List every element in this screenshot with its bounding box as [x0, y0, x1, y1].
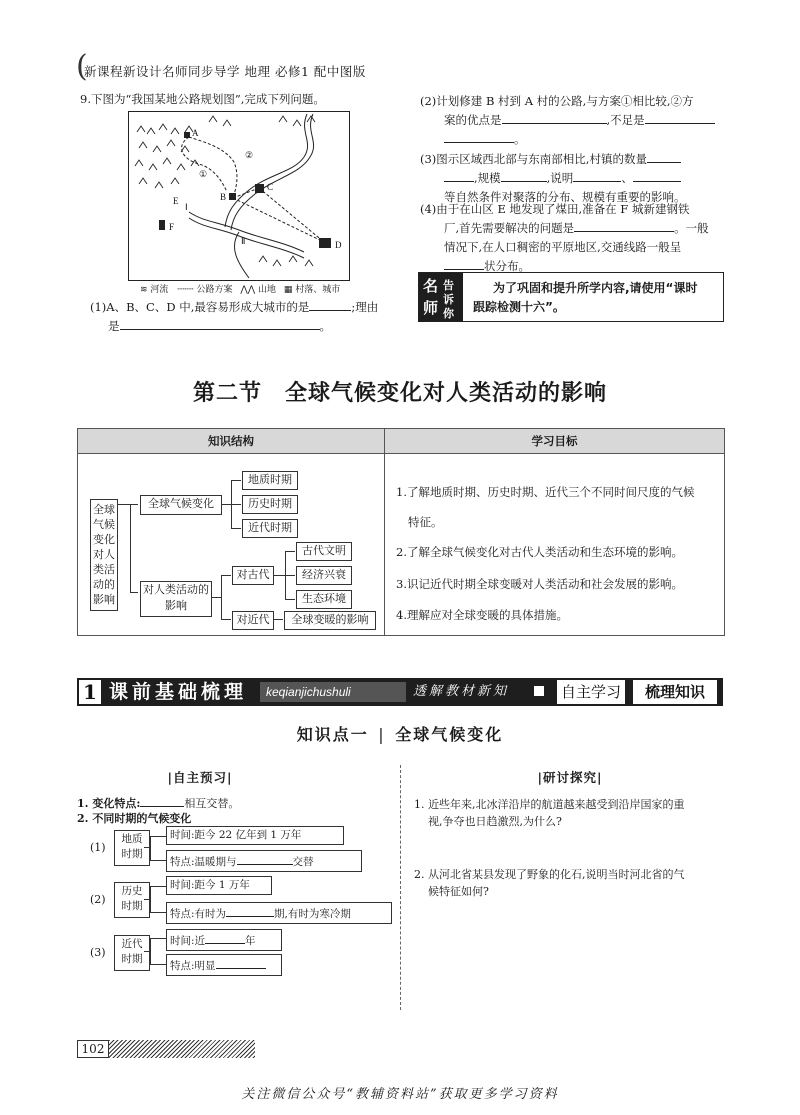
q9-sub2: [420, 92, 740, 149]
goal-2: 2.了解全球气候变化对古代人类活动和生态环境的影响。: [396, 545, 683, 559]
group2-num: (2): [90, 893, 106, 906]
goal-3: 3.识记近代时期全球变暖对人类活动和社会发展的影响。: [396, 577, 683, 591]
badge-char-5: 你: [443, 307, 454, 320]
header-title: 新课程新设计名师同步导学 地理 必修1 配中图版: [84, 64, 366, 79]
teacher-tip-line1: 为了巩固和提升所学内容,请使用“课时: [493, 281, 698, 295]
q9-sub4-text-c: 。一般: [674, 221, 709, 235]
bracket-line: [150, 860, 166, 861]
banner-slogan: 透解教材新知: [413, 684, 510, 699]
tree-economy: 经济兴衰: [296, 566, 352, 585]
tree-branch2: 对人类活动的影响: [140, 581, 212, 617]
label-roman2: Ⅱ: [241, 236, 246, 246]
group1-feature-a: 特点:温暖期与: [170, 856, 237, 868]
legend-mountain: 山地: [257, 285, 276, 295]
explore-q1-line2: 视,争夺也日趋激烈,为什么?: [428, 815, 562, 828]
group2-feature-a: 特点:有时为: [170, 908, 227, 920]
tree-modern: 对近代: [232, 611, 274, 630]
tree-line: [118, 504, 130, 505]
kp-title-right: 全球气候变化: [395, 725, 504, 744]
map-svg: [129, 112, 349, 280]
knowledge-table: [77, 428, 725, 636]
group3-time: [166, 929, 282, 951]
goal-1: 1.了解地质时期、历史时期、近代三个不同时间尺度的气候: [396, 485, 695, 499]
tree-line: [130, 504, 138, 505]
explore-q1-line1: 1. 近些年来,北冰洋沿岸的航道越来越受到沿岸国家的重: [414, 798, 685, 811]
q9-sub3-blank2[interactable]: [501, 169, 547, 182]
tree-line: [221, 504, 231, 505]
section-title: 第二节 全球气候变化对人类活动的影响: [192, 380, 607, 406]
road-legend-icon: ┄┄┄: [177, 285, 194, 295]
tree-line: [231, 528, 241, 529]
tree-line: [130, 592, 138, 593]
table-header-goals: 学习目标: [385, 429, 724, 454]
kp-title-left: 知识点一: [296, 725, 369, 744]
q9-sub3-text-b: ,规模: [474, 171, 501, 185]
explore-q2-line1: 2. 从河北省某县发现了野象的化石,说明当时河北省的气: [414, 868, 685, 881]
tree-line: [273, 575, 285, 576]
bracket-line: [144, 951, 150, 952]
q9-sub4-blank2-line: [444, 257, 484, 270]
preview-heading: |自主预习|: [167, 770, 233, 785]
q9-sub2-text-b: 案的优点是: [444, 113, 502, 127]
tree-civilization: 古代文明: [296, 542, 352, 561]
group3-time-b: 年: [245, 935, 256, 947]
teacher-tip-text: [473, 279, 697, 317]
map-legend: [140, 282, 360, 295]
kp-title-divider: |: [378, 725, 386, 744]
page-number: 102: [77, 1040, 109, 1058]
tree-line: [285, 551, 295, 552]
group3-feature-blank[interactable]: [216, 956, 266, 969]
legend-town: 村落、城市: [295, 285, 341, 295]
q9-sub1-end: 。: [319, 319, 331, 333]
q9-sub3-blank4[interactable]: [633, 169, 681, 182]
q9-sub1-text-b: ;理由: [351, 300, 379, 314]
badge-char-4: 诉: [443, 293, 454, 306]
bracket-line: [150, 912, 166, 913]
q9-sub3-blank1[interactable]: [647, 150, 681, 163]
tree-line: [211, 597, 221, 598]
bracket-line: [144, 899, 150, 900]
badge-char-2: 告: [443, 279, 454, 292]
preview-item1-text: 相互交替。: [184, 797, 240, 810]
river-legend-icon: ≋: [140, 285, 148, 295]
river-lines: [189, 114, 314, 278]
q9-sub4-text-d: 情况下,在人口稠密的平原地区,交通线路一般呈: [444, 240, 682, 254]
tree-line: [285, 599, 295, 600]
banner-title: 课前基础梳理: [109, 681, 248, 703]
group1-feature: [166, 850, 362, 872]
tree-line: [221, 619, 231, 620]
knowledge-point-title: [0, 722, 800, 745]
group1-time: 时间:距今 22 亿年到 1 万年: [166, 826, 344, 845]
highway-plan-map: [128, 111, 350, 281]
tree-ancient: 对古代: [232, 566, 274, 585]
group3-time-a: 时间:近: [170, 935, 206, 947]
header-brace: (: [76, 49, 88, 84]
preview-item1-blank[interactable]: [140, 794, 184, 807]
q9-sub3: [420, 150, 740, 207]
bracket-line: [150, 836, 166, 837]
teacher-tip-box: [418, 272, 724, 322]
q9-sub1-text-c: 是: [108, 319, 120, 333]
q9-stem: 9.下图为“我国某地公路规划图”,完成下列问题。: [80, 92, 325, 106]
q9-sub2-blank2[interactable]: [645, 111, 715, 124]
teacher-tip-badge: [419, 273, 463, 321]
q9-sub1-blank2[interactable]: [120, 317, 320, 330]
banner-tag-self-study: 自主学习: [557, 680, 625, 704]
tree-root: [90, 499, 118, 611]
q9-sub3-blank-pre[interactable]: [444, 169, 474, 182]
tree-historic: 历史时期: [242, 495, 298, 514]
banner-tag-organize: 梳理知识: [633, 680, 717, 704]
teacher-tip-line2: 跟踪检测十六”。: [473, 300, 565, 314]
legend-river: 河流: [150, 285, 169, 295]
tree-line: [231, 504, 241, 505]
group2-feature-blank[interactable]: [226, 904, 274, 917]
tree-root-label: 全球气候变化对人类活动的影响: [93, 503, 115, 606]
mountain-symbols: [135, 116, 315, 266]
group1-feature-b: 交替: [292, 856, 314, 868]
group1-num: (1): [90, 841, 106, 854]
label-E: E: [173, 196, 179, 206]
label-C: C: [267, 182, 274, 192]
q9-sub1: [90, 298, 390, 336]
q9-sub3-text-a: (3)图示区域西北部与东南部相比,村镇的数量: [420, 152, 647, 166]
bracket-line: [150, 938, 151, 964]
banner-pinyin: keqianjichushuli: [260, 682, 406, 702]
tree-branch1: 全球气候变化: [140, 495, 222, 515]
bracket-line: [150, 836, 151, 860]
footer-promo: 关注微信公众号“教辅资料站”获取更多学习资料: [241, 1087, 559, 1102]
bracket-line: [150, 886, 151, 912]
label-B: B: [220, 192, 227, 202]
q9-sub2-text-a: (2)计划修建 B 村到 A 村的公路,与方案①相比较,②方: [420, 94, 694, 108]
mountain-legend-icon: ⋀⋀: [240, 285, 256, 295]
label-plan2: ②: [245, 150, 254, 160]
banner-square-icon: [534, 686, 544, 696]
tree-line: [285, 575, 295, 576]
q9-sub3-text-c: ,说明: [546, 171, 574, 185]
explore-q1: [414, 796, 734, 830]
goal-4: 4.理解应对全球变暖的具体措施。: [396, 608, 568, 622]
group1-feature-blank[interactable]: [237, 852, 293, 865]
tree-geologic: 地质时期: [242, 471, 298, 490]
preview-item1-label: 1. 变化特点:: [77, 797, 141, 810]
group2-feature-b: 期,有时为寒冷期: [274, 908, 351, 920]
explore-heading: |研讨探究|: [537, 770, 603, 785]
banner-number: 1: [79, 680, 101, 704]
group3-period: 近代时期: [114, 935, 150, 971]
label-D: D: [335, 240, 342, 250]
q9-sub2-end: 。: [514, 132, 526, 146]
label-plan1: ①: [199, 169, 208, 179]
tree-warming: 全球变暖的影响: [284, 611, 376, 630]
bracket-line: [144, 847, 150, 848]
goal-1-cont: 特征。: [408, 515, 443, 529]
q9-sub4-text-a: (4)由于在山区 E 地发现了煤田,准备在 F 城新建钢铁: [420, 202, 690, 216]
group2-time: 时间:距今 1 万年: [166, 876, 272, 895]
table-header-structure: 知识结构: [78, 429, 385, 454]
group3-num: (3): [90, 946, 106, 959]
explore-q2-line2: 候特征如何?: [428, 885, 489, 898]
label-roman1: Ⅰ: [185, 202, 188, 212]
badge-char-3: 师: [423, 299, 439, 317]
q9-sub1-text-a: (1)A、B、C、D 中,最容易形成大城市的是: [90, 300, 310, 314]
q9-sub3-text-d: 、: [621, 171, 633, 185]
pre-class-banner: [77, 678, 723, 706]
town-legend-icon: ▦: [283, 285, 293, 295]
q9-sub3-text-e: 等自然条件对聚落的分布、规模有重要的影响。: [444, 190, 686, 204]
q9-sub2-blank1[interactable]: [502, 111, 607, 124]
legend-road: 公路方案: [196, 285, 233, 295]
tree-line: [231, 480, 241, 481]
group3-feature-a: 特点:明显: [170, 960, 216, 972]
tree-line: [130, 504, 131, 592]
explore-q2: [414, 866, 734, 900]
page-number-pattern: [109, 1040, 255, 1058]
q9-sub4-text-e: 状分布。: [484, 259, 530, 273]
q9-sub1-blank1[interactable]: [309, 298, 351, 311]
tree-ecology: 生态环境: [296, 590, 352, 609]
label-A: A: [192, 128, 199, 138]
column-divider: [400, 765, 401, 1010]
group1-period: 地质时期: [114, 830, 150, 866]
q9-sub4: [420, 200, 740, 276]
preview-item2-label: 2. 不同时期的气候变化: [77, 812, 192, 825]
tree-modern-period: 近代时期: [242, 519, 298, 538]
group3-time-blank[interactable]: [205, 931, 245, 944]
bracket-line: [150, 964, 166, 965]
group3-feature: [166, 954, 282, 976]
label-F: F: [169, 222, 175, 232]
q9-sub4-text-b: 厂,首先需要解决的问题是: [444, 221, 575, 235]
tree-line: [221, 575, 231, 576]
q9-sub2-text-c: ,不足是: [606, 113, 645, 127]
q9-sub3-blank3[interactable]: [573, 169, 621, 182]
tree-line: [221, 575, 222, 619]
group2-feature: [166, 902, 392, 924]
q9-sub2-blank3-line: [444, 130, 514, 143]
group2-period: 历史时期: [114, 882, 150, 918]
tree-line: [273, 619, 283, 620]
table-divider: [384, 453, 385, 635]
bracket-line: [150, 938, 166, 939]
bracket-line: [150, 886, 166, 887]
q9-sub4-blank1[interactable]: [574, 219, 674, 232]
badge-char-1: 名: [423, 277, 439, 295]
